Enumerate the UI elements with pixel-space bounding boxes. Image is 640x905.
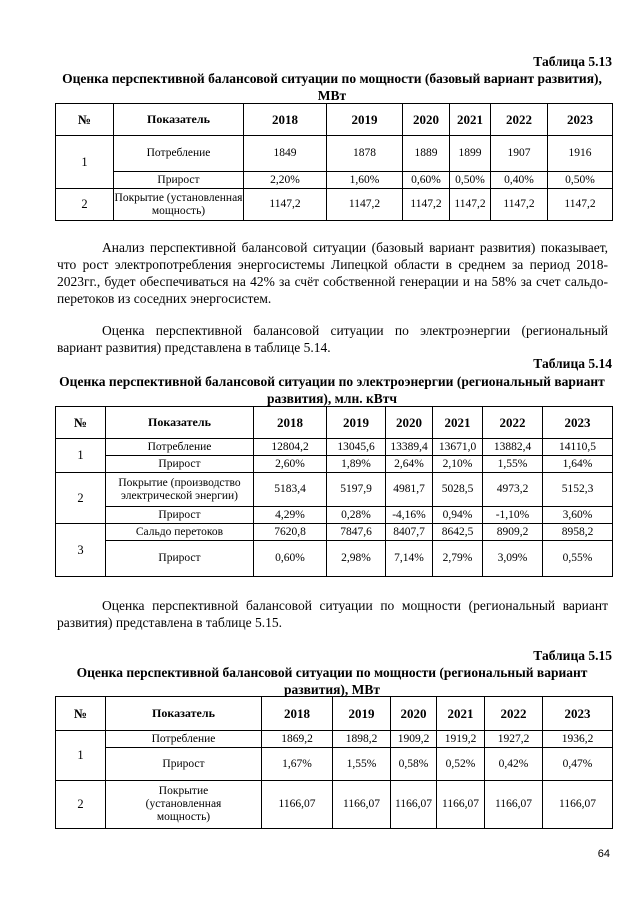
header-cell: 2018 [262,697,333,731]
header-cell: 2018 [244,104,327,136]
indicator-cell: Прирост [106,507,254,524]
row-number: 2 [56,781,106,829]
header-cell: 2022 [483,407,543,439]
table-5-14 [55,406,613,577]
header-cell: № [56,104,114,136]
header-cell: 2023 [543,697,613,731]
header-cell: 2019 [327,104,403,136]
table-5-14-title: Оценка перспективной балансовой ситуации по электроэнергии (региональный вариант развития), млн. кВтч [59,374,605,406]
value-cell: 0,58% [391,748,437,781]
value-cell: 1147,2 [244,189,327,221]
header-cell: № [56,407,106,439]
value-cell: 0,52% [437,748,485,781]
row-number: 1 [56,136,114,189]
value-cell: 14110,5 [543,439,613,456]
value-cell: 7847,6 [327,524,386,541]
table-header-row [56,407,613,439]
value-cell: 1,64% [543,456,613,473]
value-cell: 0,94% [433,507,483,524]
value-cell: 1147,2 [491,189,548,221]
header-cell: 2022 [485,697,543,731]
value-cell: 0,42% [485,748,543,781]
intro-text-5-15: Оценка перспективной балансовой ситуации по мощности (региональный вариант развития) представлена в таблице 5.15. [57,598,608,630]
value-cell: 1869,2 [262,731,333,748]
value-cell: 1878 [327,136,403,172]
table-5-13 [55,103,613,221]
table-header-row [56,697,613,731]
value-cell: 1899 [450,136,491,172]
value-cell: 1,55% [483,456,543,473]
header-cell: 2018 [254,407,327,439]
row-number: 1 [56,439,106,473]
table-row [56,781,613,829]
table-row [56,439,613,456]
table-header-row [56,104,613,136]
value-cell: 4,29% [254,507,327,524]
indicator-cell: Сальдо перетоков [106,524,254,541]
value-cell: 3,09% [483,541,543,577]
value-cell: 8407,7 [386,524,433,541]
table-5-15-title: Оценка перспективной балансовой ситуации по мощности (региональный вариант развития), МВт [76,665,588,697]
value-cell: 1936,2 [543,731,613,748]
table-row [56,136,613,172]
value-cell: 8909,2 [483,524,543,541]
value-cell: 0,50% [548,172,613,189]
table-row [56,172,613,189]
value-cell: 2,20% [244,172,327,189]
value-cell: 1889 [403,136,450,172]
header-cell: 2020 [386,407,433,439]
value-cell: 0,47% [543,748,613,781]
value-cell: 1,67% [262,748,333,781]
value-cell: 13045,6 [327,439,386,456]
header-cell: 2020 [391,697,437,731]
table-row [56,189,613,221]
header-cell: Показатель [114,104,244,136]
table-5-15-caption: Таблица 5.15 [533,648,612,663]
row-number: 2 [56,189,114,221]
row-number: 2 [56,473,106,524]
value-cell: 0,40% [491,172,548,189]
header-cell: 2022 [491,104,548,136]
value-cell: 1147,2 [403,189,450,221]
value-cell: 1927,2 [485,731,543,748]
header-cell: 2023 [543,407,613,439]
row-number: 1 [56,731,106,781]
value-cell: 1,55% [333,748,391,781]
header-cell: 2019 [327,407,386,439]
indicator-cell: Потребление [106,731,262,748]
value-cell: 8958,2 [543,524,613,541]
indicator-cell: Потребление [106,439,254,456]
value-cell: 1166,07 [333,781,391,829]
table-row [56,456,613,473]
table-row [56,731,613,748]
value-cell: 12804,2 [254,439,327,456]
value-cell: 2,64% [386,456,433,473]
value-cell: 1166,07 [391,781,437,829]
value-cell: 0,28% [327,507,386,524]
value-cell: 1166,07 [262,781,333,829]
value-cell: 1909,2 [391,731,437,748]
value-cell: -4,16% [386,507,433,524]
header-cell: 2020 [403,104,450,136]
table-row [56,507,613,524]
table-5-13-caption: Таблица 5.13 [533,54,612,69]
value-cell: 13882,4 [483,439,543,456]
header-cell: 2021 [433,407,483,439]
value-cell: 2,10% [433,456,483,473]
table-row [56,748,613,781]
header-cell: 2021 [437,697,485,731]
value-cell: 1166,07 [543,781,613,829]
value-cell: 2,79% [433,541,483,577]
table-5-13-title: Оценка перспективной балансовой ситуации по мощности (базовый вариант развития), МВт [62,71,602,103]
indicator-cell: Прирост [106,748,262,781]
value-cell: 13671,0 [433,439,483,456]
value-cell: -1,10% [483,507,543,524]
header-cell: 2019 [333,697,391,731]
value-cell: 1898,2 [333,731,391,748]
value-cell: 0,50% [450,172,491,189]
value-cell: 2,60% [254,456,327,473]
value-cell: 1,60% [327,172,403,189]
value-cell: 5152,3 [543,473,613,507]
value-cell: 1166,07 [437,781,485,829]
indicator-cell: Прирост [106,456,254,473]
header-cell: № [56,697,106,731]
table-row [56,473,613,507]
analysis-text: Анализ перспективной балансовой ситуации (базовый вариант развития) показывает, что рост электропотребления энергосистемы Липецкой области в среднем за период 2018-2023гг., будет обеспечиваться на 42% за счёт собственной генерации и на 58% за счет сальдо-перетоков из соседних энергосистем. [57,240,608,306]
value-cell: 7,14% [386,541,433,577]
value-cell: 1166,07 [485,781,543,829]
value-cell: 1907 [491,136,548,172]
indicator-cell: Потребление [114,136,244,172]
intro-paragraph-5-14 [57,322,608,356]
table-5-14-caption: Таблица 5.14 [533,356,612,371]
intro-paragraph-5-15 [57,597,608,631]
value-cell: 4981,7 [386,473,433,507]
indicator-cell: Прирост [114,172,244,189]
value-cell: 0,55% [543,541,613,577]
indicator-cell: Покрытие (производство электрической энергии) [106,473,254,507]
value-cell: 2,98% [327,541,386,577]
analysis-paragraph [57,239,608,307]
value-cell: 3,60% [543,507,613,524]
value-cell: 1,89% [327,456,386,473]
table-row [56,541,613,577]
table-5-15 [55,696,613,829]
header-cell: 2021 [450,104,491,136]
value-cell: 4973,2 [483,473,543,507]
value-cell: 1147,2 [327,189,403,221]
value-cell: 8642,5 [433,524,483,541]
intro-text-5-14: Оценка перспективной балансовой ситуации по электроэнергии (региональный вариант развития) представлена в таблице 5.14. [57,323,608,355]
value-cell: 0,60% [403,172,450,189]
value-cell: 5028,5 [433,473,483,507]
value-cell: 5183,4 [254,473,327,507]
value-cell: 1919,2 [437,731,485,748]
header-cell: Показатель [106,697,262,731]
value-cell: 1916 [548,136,613,172]
value-cell: 5197,9 [327,473,386,507]
table-row [56,524,613,541]
page-number: 64 [597,848,610,860]
value-cell: 1147,2 [450,189,491,221]
indicator-cell: Прирост [106,541,254,577]
value-cell: 13389,4 [386,439,433,456]
header-cell: 2023 [548,104,613,136]
indicator-cell: Покрытие (установленная мощность) [114,189,244,221]
value-cell: 7620,8 [254,524,327,541]
value-cell: 0,60% [254,541,327,577]
header-cell: Показатель [106,407,254,439]
row-number: 3 [56,524,106,577]
value-cell: 1147,2 [548,189,613,221]
value-cell: 1849 [244,136,327,172]
indicator-cell: Покрытие (установленная мощность) [106,781,262,829]
